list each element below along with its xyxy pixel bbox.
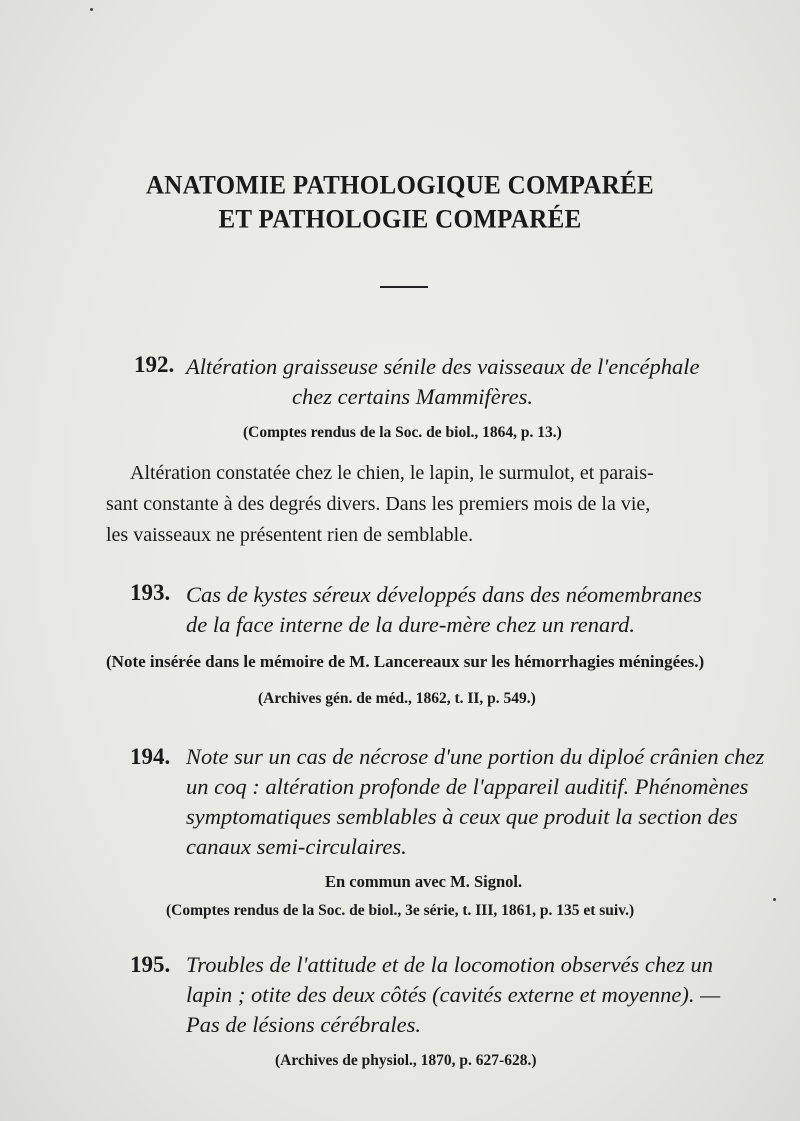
entry-193-title-line-2: de la face interne de la dure-mère chez un renard.: [186, 612, 636, 637]
entry-192-title-line-2: chez certains Mammifères.: [292, 384, 533, 409]
entry-number-193: 193.: [130, 580, 171, 605]
entry-193-reference: (Archives gén. de méd., 1862, t. II, p. 549.): [258, 690, 536, 707]
page-title-line-1: ANATOMIE PATHOLOGIQUE COMPARÉE: [145, 171, 655, 200]
entry-194-title-line-1: Note sur un cas de nécrose d'une portion du diploé crânien chez: [186, 744, 765, 769]
entry-number-194: 194.: [130, 744, 171, 769]
entry-192-body-line-2: sant constante à des degrés divers. Dans les premiers mois de la vie,: [106, 493, 651, 515]
entry-194-title-line-2: un coq : altération profonde de l'appareil auditif. Phénomènes: [186, 774, 749, 799]
entry-193-note: (Note insérée dans le mémoire de M. Lancereaux sur les hémorrhagies méningées.): [106, 652, 705, 671]
print-speck: [773, 898, 776, 901]
entry-194-title-line-4: canaux semi-circulaires.: [186, 834, 407, 859]
entry-number-195: 195.: [130, 952, 171, 977]
entry-192-body-line-1: Altération constatée chez le chien, le lapin, le surmulot, et parais-: [130, 462, 654, 484]
entry-193-title-line-1: Cas de kystes séreux développés dans des néomembranes: [186, 582, 702, 607]
entry-192-body-line-3: les vaisseaux ne présentent rien de semblable.: [106, 524, 474, 546]
entry-194-title-line-3: symptomatiques semblables à ceux que produit la section des: [186, 804, 738, 829]
entry-194-collaboration: En commun avec M. Signol.: [325, 872, 523, 891]
entry-192-title-line-1: Altération graisseuse sénile des vaisseaux de l'encéphale: [186, 354, 700, 379]
entry-192-reference: (Comptes rendus de la Soc. de biol., 1864, p. 13.): [243, 424, 562, 441]
entry-195-title-line-1: Troubles de l'attitude et de la locomotion observés chez un: [186, 952, 714, 977]
title-divider: [380, 286, 428, 288]
entry-195-title-line-3: Pas de lésions cérébrales.: [186, 1012, 421, 1037]
entry-194-reference: (Comptes rendus de la Soc. de biol., 3e série, t. III, 1861, p. 135 et suiv.): [166, 902, 635, 919]
entry-195-title-line-2: lapin ; otite des deux côtés (cavités externe et moyenne). —: [186, 982, 721, 1007]
page-title-line-2: ET PATHOLOGIE COMPARÉE: [218, 205, 582, 234]
print-speck: [90, 8, 93, 11]
entry-number-192: 192.: [134, 352, 175, 377]
entry-195-reference: (Archives de physiol., 1870, p. 627-628.): [275, 1052, 537, 1069]
